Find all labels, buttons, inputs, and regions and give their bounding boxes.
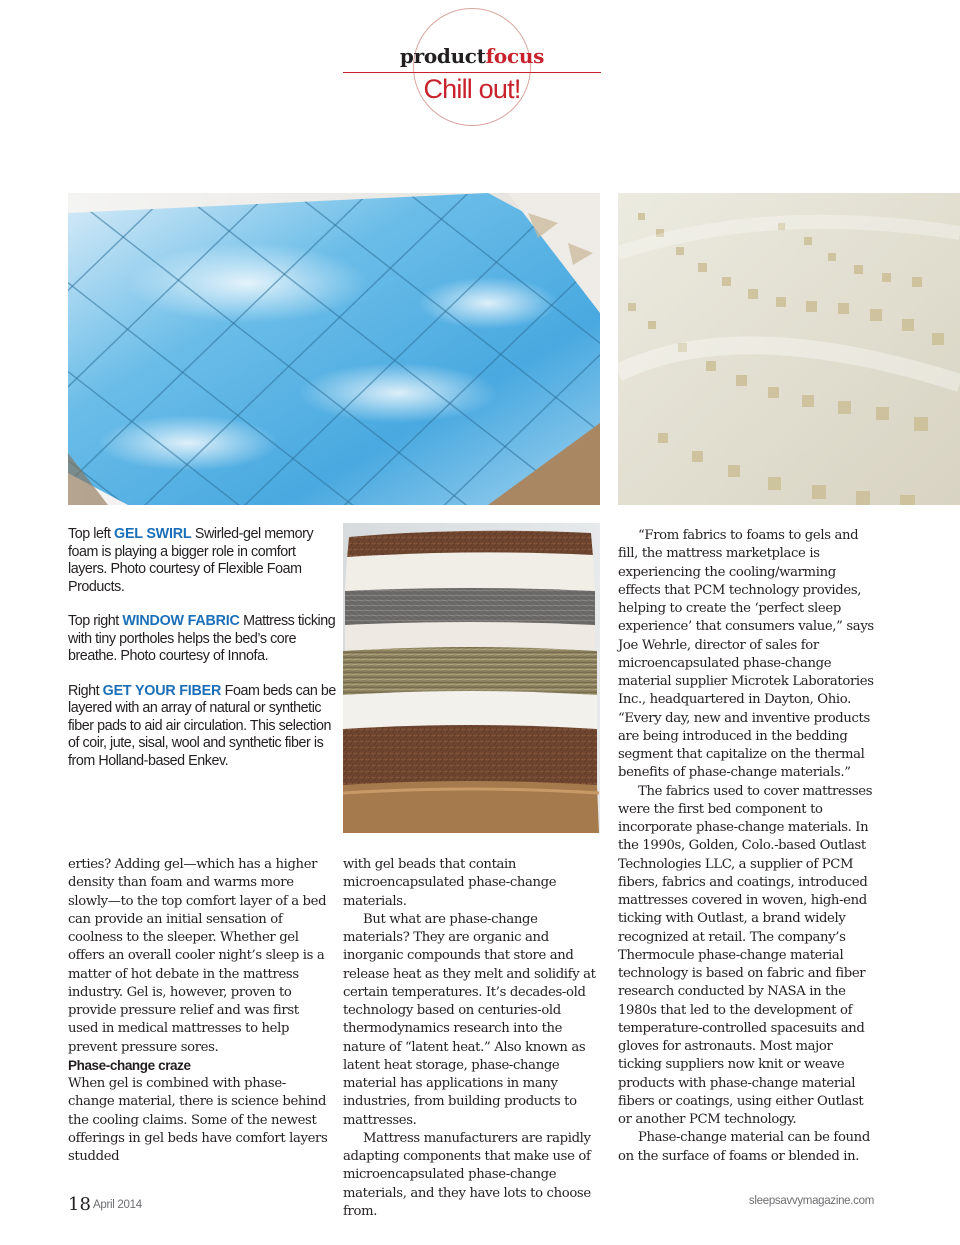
gel-swirl-photo: [68, 193, 600, 505]
body-paragraph: But what are phase-change materials? They are organic and inorganic compounds that store and release heat as they melt and solidify at certain temperatures. It’s decades-old technology based on centuries-old thermodynamics research into the nature of “latent heat.” Also known as latent heat storage, phase-change material has applications in many industries, from building products to mattresses.: [343, 911, 596, 1128]
header-rule: [343, 72, 601, 73]
body-paragraph: The fabrics used to cover mattresses were the first bed component to incorporate phase-change materials. In the 1990s, Golden, Colo.-based Outlast Technologies LLC, a supplier of PCM fibers, fabrics and coatings, introduced mattresses covered in woven, high-end ticking with Outlast, a brand widely recognized at retail. The company’s Thermocule phase-change material technology is based on fabric and fiber research conducted by NASA in the 1980s that led to the development of temperature-controlled spacesuits and gloves for astronauts. Most major ticking suppliers now knit or weave products with phase-change material fibers or coatings, using either Outlast or another PCM technology.: [618, 783, 873, 1127]
body-paragraph: Phase-change material can be found on the surface of foams or blended in.: [618, 1130, 870, 1164]
caption-prefix: Top left: [68, 526, 115, 542]
website-url[interactable]: sleepsavvymagazine.com: [748, 1195, 874, 1207]
section-label: [343, 44, 601, 68]
caption-head: WINDOW FABRIC: [122, 613, 240, 629]
caption-window-fabric: [68, 613, 336, 666]
photo-captions: [68, 526, 336, 787]
caption-text: Swirled-gel memory foam is playing a bigger role in comfort layers. Photo courtesy of Flexible Foam Products.: [68, 526, 314, 595]
section-subhead: Phase-change craze: [68, 1057, 191, 1073]
article-title: Chill out!: [423, 74, 521, 104]
caption-text: Mattress ticking with tiny portholes helps the bed’s core breathe. Photo courtesy of Innofa.: [68, 613, 336, 664]
caption-prefix: Top right: [68, 613, 123, 629]
caption-get-your-fiber: [68, 683, 336, 771]
caption-text: Foam beds can be layered with an array of natural or synthetic fiber pads to aid air circulation. This selection of coir, jute, sisal, wool and synthetic fiber is from Holland-based Enkev.: [68, 682, 336, 769]
section-label-product: product: [399, 44, 486, 68]
caption-head: GEL SWIRL: [114, 526, 192, 542]
body-column-3: [618, 527, 876, 1166]
page-number: 18: [68, 1194, 91, 1215]
caption-head: GET YOUR FIBER: [102, 682, 222, 699]
caption-gel-swirl: [68, 526, 336, 596]
body-paragraph: When gel is combined with phase-change material, there is science behind the cooling claims. Some of the newest offerings in gel beds have comfort layers studded: [68, 1076, 328, 1164]
window-fabric-photo: [618, 193, 960, 505]
body-paragraph: “From fabrics to foams to gels and fill, the mattress marketplace is experiencing the cooling/warming effects that PCM technology provides, helping to create the ‘perfect sleep experience’ that consumers value,” says Joe Wehrle, director of sales for microencapsulated phase-change material supplier Microtek Laboratories Inc., headquartered in Dayton, Ohio. “Every day, new and inventive products are being introduced in the bedding segment that capitalize on the thermal benefits of phase-change materials.”: [618, 528, 874, 781]
issue-date: April 2014: [93, 1199, 142, 1211]
caption-prefix: Right: [68, 682, 103, 699]
body-paragraph: with gel beads that contain microencapsulated phase-change materials.: [343, 857, 557, 909]
body-column-1: [68, 856, 330, 1166]
fiber-pads-photo: [343, 523, 600, 833]
body-column-2: [343, 856, 601, 1221]
body-paragraph: Mattress manufacturers are rapidly adapting components that make use of microencapsulated phase-change materials, and they have lots to choose from.: [343, 1130, 591, 1219]
body-paragraph: erties? Adding gel—which has a higher density than foam and warms more slowly—to the top comfort layer of a bed can provide an initial sensation of coolness to the sleeper. Whether gel offers an overall cooler night’s sleep is a matter of hot debate in the mattress industry. Gel is, however, proven to provide pressure relief and was first used in medical mattresses to help prevent pressure sores.: [68, 857, 327, 1055]
section-label-focus: focus: [485, 44, 545, 68]
